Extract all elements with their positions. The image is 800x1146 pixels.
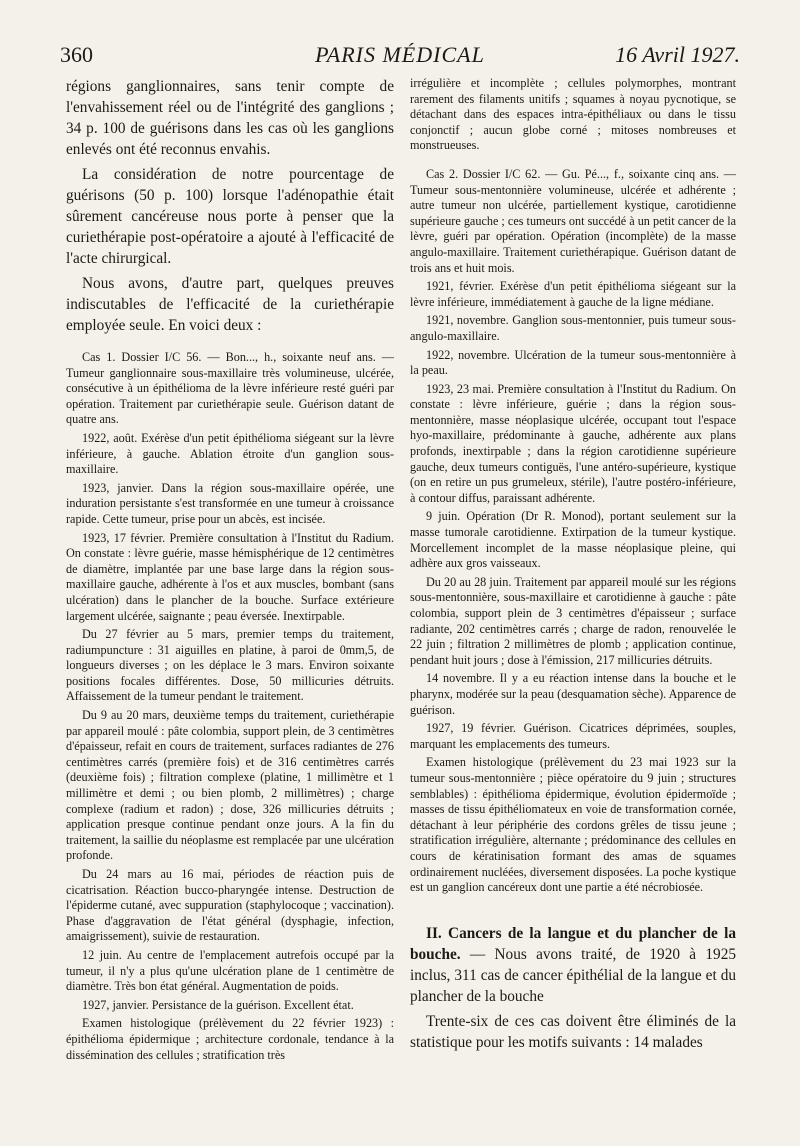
case-paragraph: Cas 2. Dossier I/C 62. — Gu. Pé..., f., soixante cinq ans. — Tumeur sous-mentonnière volumineuse, ulcérée et adhérente ; autre tumeur non ulcérée, partiellement kystique, carotidienne supérieure gauche ; ces tumeurs ont succédé à un petit cancer de la lèvre, guéri par opération. Opération (incomplète) de la masse angulo-maxillaire. Traitement curiethérapique. Guérison datant de trois ans et huit mois. [410,166,736,275]
case-paragraph: 1921, février. Exérèse d'un petit épithélioma siégeant sur la lèvre inférieure, immédiatement à gauche de la ligne médiane. [410,279,736,309]
case-1 [66,350,394,1063]
case-paragraph: 1923, 23 mai. Première consultation à l'Institut du Radium. On constate : lèvre inférieure, guérie ; dans la région sous-mentonnière, masse néoplasique ulcérée, occupant tout l'espace hyo-maxillaire, prédominante à gauche, adhérente aux plans profonds, inextirpable ; dans la région carotidienne supérieure gauche, deux tumeurs contiguës, l'une antéro-supérieure, kystique (on en retire un pus grumeleux, stérile), l'autre postéro-inférieure, à contour diffus, paraissant adhérente. [410,381,736,505]
case-paragraph: 1927, janvier. Persistance de la guérison. Excellent état. [82,997,354,1012]
case-paragraph: Du 27 février au 5 mars, premier temps du traitement, radiumpuncture : 31 aiguilles en platine, à paroi de 0mm,5, de longueurs diverses ; on les déplace le 3 mars. Environ soixante positions focales différentes. Dose, 50 millicuries détruits. Affaissement de la tumeur pendant le traitement. [66,627,394,704]
lead-paragraphs [66,76,394,336]
section-paragraph [410,923,736,1007]
case-paragraph: 14 novembre. Il y a eu réaction intense dans la bouche et le pharynx, modérée sur la peau (desquamation sèche). Apparence de guérison. [410,671,736,717]
case-paragraph: 12 juin. Au centre de l'emplacement autrefois occupé par la tumeur, il n'y a plus qu'une ulcération plane de 1 centimètre de diamètre. Très bon état général. Augmentation de poids. [66,947,394,994]
case-paragraph: 9 juin. Opération (Dr R. Monod), portant seulement sur la masse tumorale carotidienne. Extirpation de la tumeur kystique. Morcellement incomplet de la masse néoplasique pleine, qui adhère aux gros vaisseaux. [410,509,736,571]
case-1-continued [410,76,736,154]
case-paragraph: 1921, novembre. Ganglion sous-mentonnier, puis tumeur sous-angulo-maxillaire. [410,313,736,343]
left-column [66,76,394,1106]
case-paragraph: Examen histologique (prélèvement du 23 mai 1923 sur la tumeur sous-mentonnière ; pièce opératoire du 9 juin ; structures semblables) : épithélioma épidermique, évolution épidermoïde ; masses de tissu épithéliomateux en voie de transformation cornée, détachant à leur périphérie des cordons grêles de tissu jeune ; stratification irrégulière, alternante ; prédominance des cellules en cours de kératinisation formant des amas de squames ordinairement nucléées, diversement disposées. La poche kystique est un ganglion cancéreux dont une partie a été nécrobiosée. [410,755,736,895]
section-paragraph: Trente-six de ces cas doivent être éliminés de la statistique pour les motifs suivants : 14 malades [410,1012,736,1051]
case-paragraph: Du 24 mars au 16 mai, périodes de réaction puis de cicatrisation. Réaction bucco-pharyngée intense. Destruction de l'épiderme cutané, avec suppuration (staphylocoque ; vaccination). Phase d'aggravation de l'état général (dysphagie, infection, amaigrissement), suivie de restauration. [66,867,394,944]
journal-title: PARIS MÉDICAL [315,42,485,67]
right-column [410,76,736,1106]
case-paragraph: 1923, 17 février. Première consultation à l'Institut du Radium. On constate : lèvre guérie, masse hémisphérique de 12 centimètres de diamètre, implantée par une base large dans la région sous-maxillaire gauche, adhérente à l'os et aux muscles, bombant (sans ulcération) dans le plancher de la bouche. Surface extérieure largement ulcérée, saignante ; peau éversée. Inextirpable. [66,530,394,623]
case-paragraph: irrégulière et incomplète ; cellules polymorphes, montrant rarement des filaments unitifs ; squames à noyau pycnotique, se détachant dans des espaces intra-épithéliaux ou dans le tissu conjonctif ; aucun globe corné ; mitoses nombreuses et monstrueuses. [410,76,736,153]
issue-date: 16 Avril 1927. [615,42,740,67]
section-text: — Nous avons traité, de 1920 à 1925 inclus, 311 cas de cancer épithélial de la langue et du plancher de la bouche [410,945,736,1005]
section-2 [410,923,736,1053]
section-heading: II. Cancers de la langue et du plancher de la bouche. [410,924,736,963]
case-paragraph: Cas 1. Dossier I/C 56. — Bon..., h., soixante neuf ans. — Tumeur ganglionnaire sous-maxillaire très volumineuse, ulcérée, consécutive à un épithélioma de la lèvre inférieure resté guéri par opération. Traitement par curiethérapie seule. Guérison datant de quatre ans. [66,350,394,427]
case-paragraph: 1922, novembre. Ulcération de la tumeur sous-mentonnière à la peau. [410,347,736,378]
case-paragraph: 1927, 19 février. Guérison. Cicatrices déprimées, souples, marquant les emplacements des tumeurs. [410,721,736,751]
paragraph: Nous avons, d'autre part, quelques preuves indiscutables de l'efficacité de la curiethérapie employée seule. En voici deux : [66,275,394,334]
page-header [60,42,740,72]
case-paragraph: Du 20 au 28 juin. Traitement par appareil moulé sur les régions sous-mentonnière, sous-maxillaire et carotidienne à gauche : pâte colombia, support plein de 3 centimètres d'épaisseur ; surface radiante, 202 centimètres carrés ; charge de radon, renouvelée le 22 juin ; filtration 2 millimètres de plomb ; application continue, pendant huit jours ; dose à l'émission, 217 millicuries détruits. [410,574,736,667]
paragraph: La considération de notre pourcentage de guérisons (50 p. 100) lorsque l'adénopathie était sûrement cancéreuse nous porte à penser que la curiethérapie post-opératoire a ajouté à l'efficacité de l'acte chirurgical. [66,166,394,267]
paragraph: régions ganglionnaires, sans tenir compte de l'envahissement réel ou de l'intégrité des ganglions ; 34 p. 100 de guérisons dans les cas où les ganglions enlevés ont été reconnus envahis. [66,78,394,158]
page-number: 360 [60,42,93,67]
case-2 [410,167,736,896]
case-paragraph: 1922, août. Exérèse d'un petit épithélioma siégeant sur la lèvre inférieure, à gauche. Ablation étroite d'un ganglion sous-maxillaire. [66,430,394,477]
case-paragraph: Du 9 au 20 mars, deuxième temps du traitement, curiethérapie par appareil moulé : pâte colombia, support plein, de 3 centimètres d'épaisseur, refait en cours de traitement, surfaces radiantes de 276 centimètres carrés (première fois) et de 316 centimètres carrés (deuxième fois) ; filtration complexe (platine, 1 millimètre et 1 millimètre et demi ; ou bien plomb, 2 millimètres) ; charge complexe (radium et radon) ; dose, 326 millicuries détruits ; application presque continue pendant onze jours. A la fin du traitement, la saillie du néoplasme est remplacée par une ulcération profonde. [66,708,394,863]
case-paragraph: Examen histologique (prélèvement du 22 février 1923) : épithélioma épidermique ; architecture cordonale, tendance à la dissémination des cellules ; stratification très [66,1016,394,1062]
case-paragraph: 1923, janvier. Dans la région sous-maxillaire opérée, une induration persistante s'est transformée en une tumeur à croissance rapide. Cette tumeur, prise pour un abcès, est incisée. [66,480,394,526]
